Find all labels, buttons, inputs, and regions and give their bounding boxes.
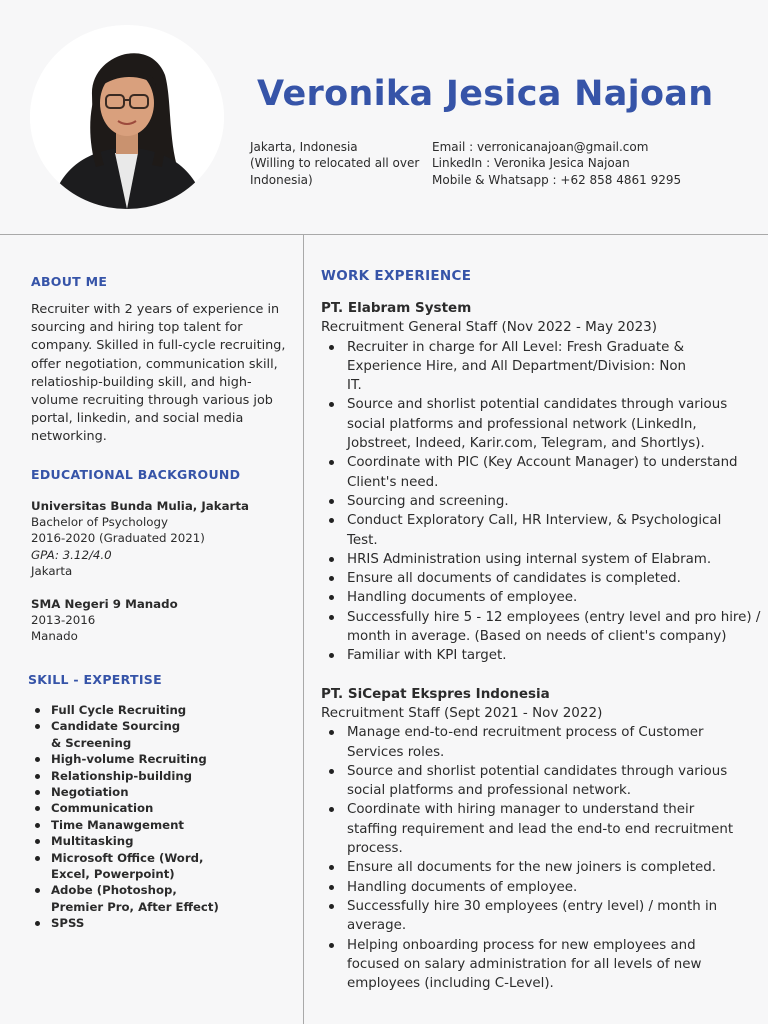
company-name: PT. SiCepat Ekspres Indonesia	[321, 685, 550, 702]
duty-item: Familiar with KPI target.	[321, 646, 761, 665]
job-entry	[321, 299, 761, 666]
skill-item: Communication	[31, 800, 286, 816]
skills-title: SKILL - EXPERTISE	[28, 671, 162, 687]
skill-item: Adobe (Photoshop, Premier Pro, After Effect)	[31, 882, 226, 915]
job-entry	[321, 685, 761, 994]
years: 2013-2016	[31, 613, 96, 628]
column-divider	[303, 235, 304, 1024]
city: Jakarta	[31, 564, 73, 579]
duty-item: Helping onboarding process for new employees and focused on salary administration for all levels of new employees (including C-Level).	[321, 936, 752, 994]
duty-item: Recruiter in charge for All Level: Fresh Graduate & Experience Hire, and All Department/Division: Non IT.	[321, 338, 697, 396]
degree: Bachelor of Psychology	[31, 515, 168, 530]
duty-item: Coordinate with PIC (Key Account Manager) to understand Client's need.	[321, 453, 761, 492]
skill-item: Negotiation	[31, 784, 286, 800]
duty-item: Sourcing and screening.	[321, 492, 761, 511]
skills-list	[31, 702, 286, 932]
relocation-line: (Willing to relocated all over	[250, 156, 420, 171]
about-text: Recruiter with 2 years of experience in sourcing and hiring top talent for company. Skilled in full-cycle recruiting, offer negotiation, communication skill, relatioship-building skill, and high-volume recruiting through various job portal, linkedin, and social media networking.	[31, 302, 286, 445]
skill-item: Time Manawgement	[31, 817, 286, 833]
duty-item: Ensure all documents of candidates is completed.	[321, 569, 761, 588]
skill-item: Multitasking	[31, 833, 286, 849]
years: 2016-2020 (Graduated 2021)	[31, 531, 205, 546]
city: Manado	[31, 629, 78, 644]
contact-block	[432, 139, 762, 188]
profile-photo	[30, 25, 224, 209]
relocation-line: Indonesia)	[250, 172, 313, 187]
candidate-name: Veronika Jesica Najoan	[257, 74, 714, 114]
right-column	[321, 268, 761, 993]
duty-item: Source and shorlist potential candidates through various social platforms and professional network.	[321, 762, 742, 801]
duty-item: Handling documents of employee.	[321, 878, 761, 897]
duty-item: Ensure all documents for the new joiners is completed.	[321, 858, 761, 877]
left-column	[28, 274, 286, 932]
header-divider	[0, 234, 768, 235]
skill-item: Relationship-building	[31, 768, 286, 784]
linkedin-text: LinkedIn : Veronika Jesica Najoan	[432, 156, 630, 171]
skill-item: SPSS	[31, 915, 286, 931]
gpa: GPA: 3.12/4.0	[31, 547, 112, 562]
skill-item: Candidate Sourcing & Screening	[31, 718, 191, 751]
duties-list	[321, 723, 761, 993]
duty-item: Successfully hire 5 - 12 employees (entry level and pro hire) / month in average. (Based on needs of client's company)	[321, 608, 761, 647]
company-name: PT. Elabram System	[321, 300, 472, 316]
about-title: ABOUT ME	[31, 274, 108, 289]
skill-item: High-volume Recruiting	[31, 751, 286, 767]
mobile-text: Mobile & Whatsapp : +62 858 4861 9295	[432, 172, 682, 187]
school-name: Universitas Bunda Mulia, Jakarta	[31, 498, 249, 513]
education-entry	[31, 596, 286, 645]
job-role: Recruitment General Staff (Nov 2022 - May 2023)	[321, 319, 658, 336]
duty-item: Source and shorlist potential candidates through various social platforms and professional network (LinkedIn, Jobstreet, Indeed, Karir.com, Telegram, and Shortlys).	[321, 395, 747, 453]
education-entry	[31, 498, 286, 580]
location-block	[250, 139, 425, 188]
skill-item: Full Cycle Recruiting	[31, 702, 286, 718]
email-text: Email : verronicanajoan@gmail.com	[432, 140, 649, 154]
experience-title: WORK EXPERIENCE	[321, 268, 472, 284]
education-title: EDUCATIONAL BACKGROUND	[31, 466, 241, 482]
duty-item: Successfully hire 30 employees (entry level) / month in average.	[321, 897, 737, 936]
duties-list	[321, 338, 761, 666]
duty-item: Handling documents of employee.	[321, 588, 761, 607]
duty-item: Manage end-to-end recruitment process of Customer Services roles.	[321, 723, 727, 762]
duty-item: Coordinate with hiring manager to understand their staffing requirement and lead the end-to end recruitment process.	[321, 800, 747, 858]
location-line: Jakarta, Indonesia	[250, 140, 358, 154]
duty-item: Conduct Exploratory Call, HR Interview, & Psychological Test.	[321, 511, 737, 550]
school-name: SMA Negeri 9 Manado	[31, 596, 178, 611]
job-role: Recruitment Staff (Sept 2021 - Nov 2022)	[321, 704, 603, 721]
skill-item: Microsoft Office (Word, Excel, Powerpoint)	[31, 850, 231, 883]
duty-item: HRIS Administration using internal system of Elabram.	[321, 550, 761, 569]
